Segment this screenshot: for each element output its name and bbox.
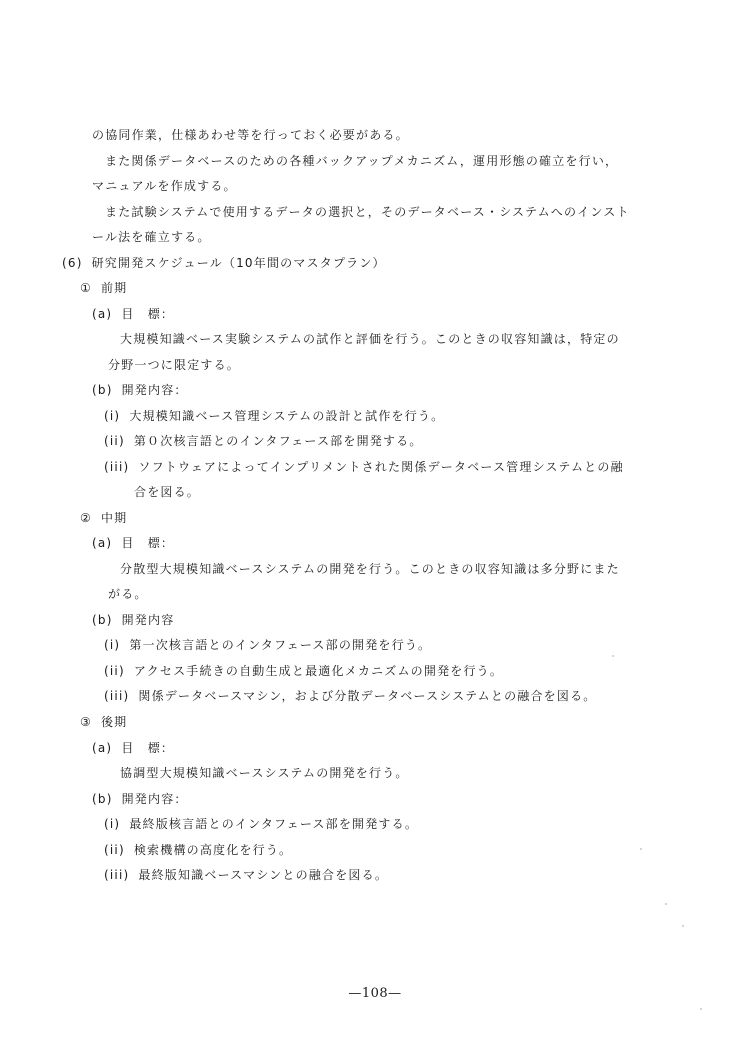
item-marker: (a) xyxy=(92,741,113,755)
content-item xyxy=(104,842,292,858)
paragraph-line: また試験システムで使用するデータの選択と，そのデータベース・システムへのインスト xyxy=(105,205,630,219)
phase-marker: ① xyxy=(80,281,92,295)
subitem-marker: (ii) xyxy=(104,434,125,448)
goal-text: 分野一つに限定する。 xyxy=(108,358,241,372)
section-heading xyxy=(62,255,386,271)
page-number: —108— xyxy=(348,986,402,1001)
goal-label: 目 標： xyxy=(121,741,175,755)
phase-title: 中期 xyxy=(100,511,128,525)
content-heading xyxy=(92,382,188,398)
content-item xyxy=(104,408,444,424)
goal-text: 協調型大規模知識ベースシステムの開発を行う。 xyxy=(120,766,409,780)
subitem-text: 第０次核言語とのインタフェース部を開発する。 xyxy=(133,434,423,448)
phase-marker: ③ xyxy=(80,715,92,729)
subitem-text: 検索機構の高度化を行う。 xyxy=(133,843,293,857)
goal-text: 大規模知識ベース実験システムの試作と評価を行う。このときの収容知識は，特定の xyxy=(120,332,620,346)
subitem-marker: (i) xyxy=(104,638,121,652)
content-label: 開発内容： xyxy=(121,383,188,397)
subitem-marker: (ii) xyxy=(104,843,125,857)
goal-text: 分散型大規模知識ベースシステムの開発を行う。このときの収容知識は多分野にまた xyxy=(120,562,620,576)
subitem-text: 第一次核言語とのインタフェース部の開発を行う。 xyxy=(129,638,432,652)
item-marker: (a) xyxy=(92,307,113,321)
subitem-text: 大規模知識ベース管理システムの設計と試作を行う。 xyxy=(129,409,445,423)
content-item xyxy=(104,637,431,653)
phase-marker: ② xyxy=(80,511,92,525)
subitem-marker: (ii) xyxy=(104,664,125,678)
subitem-text: 最終版核言語とのインタフェース部を開発する。 xyxy=(129,817,419,831)
item-marker: (a) xyxy=(92,536,113,550)
item-marker: (b) xyxy=(92,383,113,397)
goal-label: 目 標： xyxy=(121,307,175,321)
paragraph-line: ール法を確立する。 xyxy=(92,230,211,244)
paragraph-line: の協同作業，仕様あわせ等を行っておく必要がある。 xyxy=(92,128,409,142)
content-heading xyxy=(92,612,174,628)
content-item xyxy=(104,867,388,883)
section-marker: (6) xyxy=(62,256,83,270)
scan-speck xyxy=(612,655,614,657)
paragraph-line: また関係データベースのための各種バックアップメカニズム，運用形態の確立を行い， xyxy=(105,154,619,168)
phase-title: 後期 xyxy=(100,715,128,729)
content-heading xyxy=(92,791,188,807)
phase-heading-early xyxy=(80,280,127,296)
subitem-marker: (iii) xyxy=(104,868,130,882)
subitem-marker: (i) xyxy=(104,817,121,831)
content-item xyxy=(104,459,624,475)
scan-speck xyxy=(700,1008,702,1010)
goal-heading xyxy=(92,306,174,322)
subitem-marker: (iii) xyxy=(104,460,130,474)
phase-title: 前期 xyxy=(100,281,128,295)
content-label: 開発内容： xyxy=(121,792,188,806)
goal-text: がる。 xyxy=(108,587,148,601)
paragraph-line: マニュアルを作成する。 xyxy=(92,179,237,193)
goal-label: 目 標： xyxy=(121,536,175,550)
goal-heading xyxy=(92,535,174,551)
subitem-text: 関係データベースマシン，および分散データベースシステムとの融合を図る。 xyxy=(138,689,597,703)
content-item xyxy=(104,688,596,704)
item-marker: (b) xyxy=(92,792,113,806)
content-item xyxy=(104,433,423,449)
content-label: 開発内容 xyxy=(121,613,175,627)
scan-speck xyxy=(682,925,684,927)
subitem-text: ソフトウェアによってインプリメントされた関係データベース管理システムとの融 xyxy=(138,460,624,474)
item-marker: (b) xyxy=(92,613,113,627)
phase-heading-late xyxy=(80,714,127,730)
subitem-marker: (iii) xyxy=(104,689,130,703)
scan-speck xyxy=(665,903,667,905)
content-item-continued: 合を図る。 xyxy=(134,485,201,499)
goal-heading xyxy=(92,740,174,756)
scan-speck xyxy=(640,848,642,850)
content-item xyxy=(104,663,503,679)
subitem-marker: (i) xyxy=(104,409,121,423)
subitem-text: 最終版知識ベースマシンとの融合を図る。 xyxy=(138,868,389,882)
section-title: 研究開発スケジュール（10年間のマスタプラン） xyxy=(91,256,386,270)
phase-heading-middle xyxy=(80,510,127,526)
content-item xyxy=(104,816,418,832)
subitem-text: アクセス手続きの自動生成と最適化メカニズムの開発を行う。 xyxy=(133,664,504,678)
